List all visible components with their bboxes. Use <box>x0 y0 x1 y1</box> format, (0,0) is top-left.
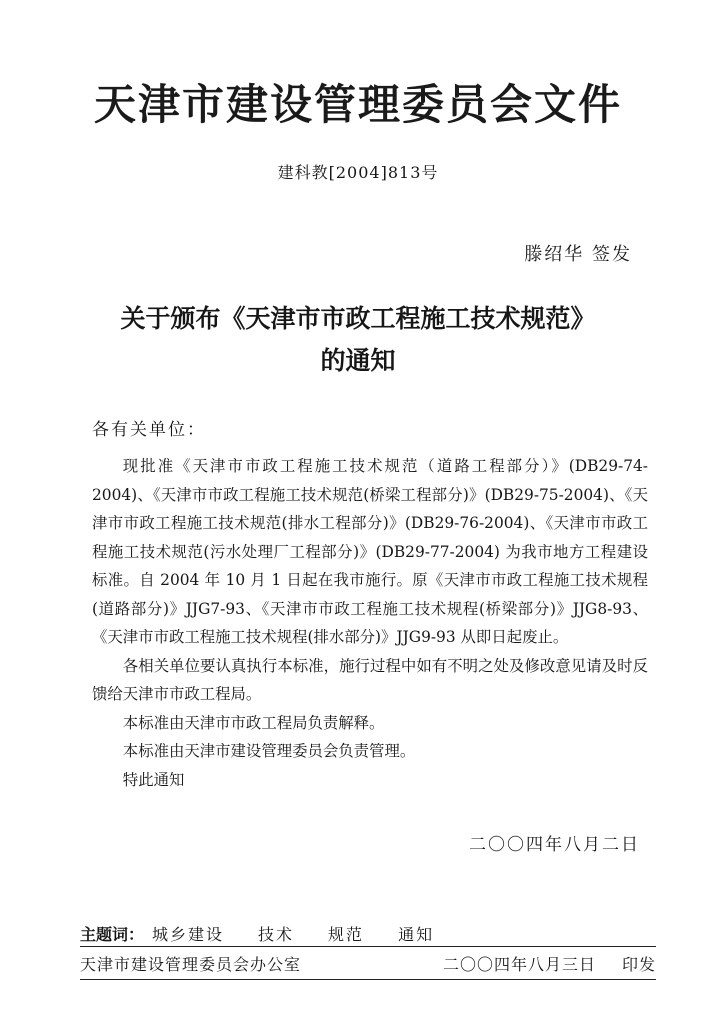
notice-title-line-2: 的通知 <box>320 346 396 375</box>
notice-title-line-1: 关于颁布《天津市市政工程施工技术规范》 <box>120 304 596 333</box>
issuing-office: 天津市建设管理委员会办公室 <box>80 955 302 974</box>
paragraph: 本标准由天津市市政工程局负责解释。 <box>122 713 385 732</box>
document-number: 建科教[2004]813号 <box>277 163 439 182</box>
keyword: 规范 <box>328 925 365 944</box>
notice-title <box>0 298 716 382</box>
keywords-line <box>80 922 656 945</box>
paragraph: 特此通知 <box>122 770 185 789</box>
signer: 滕绍华 签发 <box>524 244 632 265</box>
print-label: 印发 <box>621 955 656 974</box>
document-header-title: 天津市建设管理委员会文件 <box>93 80 622 129</box>
divider-line <box>80 946 656 947</box>
keyword: 通知 <box>398 925 435 944</box>
divider-line <box>80 979 656 980</box>
keyword: 技术 <box>258 925 295 944</box>
paragraph: 现批准《天津市市政工程施工技术规范（道路工程部分）》(DB29-74-2004)、《天津市市政工程施工技术规范(桥梁工程部分)》(DB29-75-2004)、《天津市市政工程施工技术规范(排水工程部分)》(DB29-76-2004)、《天津市市政工程施工技术规范(污水处理厂工程部分)》(DB29-77-2004) 为我市地方工程建设标准。自 2004 年 10 月 1 日起在我市施行。原《天津市市政工程施工技术规程(道路部分)》JJG7-93、《天津市市政工程施工技术规程(桥梁部分)》JJG8-93、《天津市市政工程施工技术规程(排水部分)》JJG9-93 从即日起废止。 <box>92 457 648 646</box>
keyword: 城乡建设 <box>152 925 225 944</box>
print-date: 二〇〇四年八月三日 <box>442 955 596 974</box>
keywords-label: 主题词： <box>80 925 145 944</box>
footer-line <box>80 952 656 975</box>
paragraph: 本标准由天津市建设管理委员会负责管理。 <box>122 742 416 760</box>
body-text <box>92 452 648 794</box>
print-info <box>443 952 656 975</box>
salutation: 各有关单位： <box>92 420 206 440</box>
paragraph: 各相关单位要认真执行本标准，施行过程中如有不明之处及修改意见请及时反馈给天津市市政工程局。 <box>92 656 648 703</box>
issue-date: 二〇〇四年八月二日 <box>469 835 640 855</box>
